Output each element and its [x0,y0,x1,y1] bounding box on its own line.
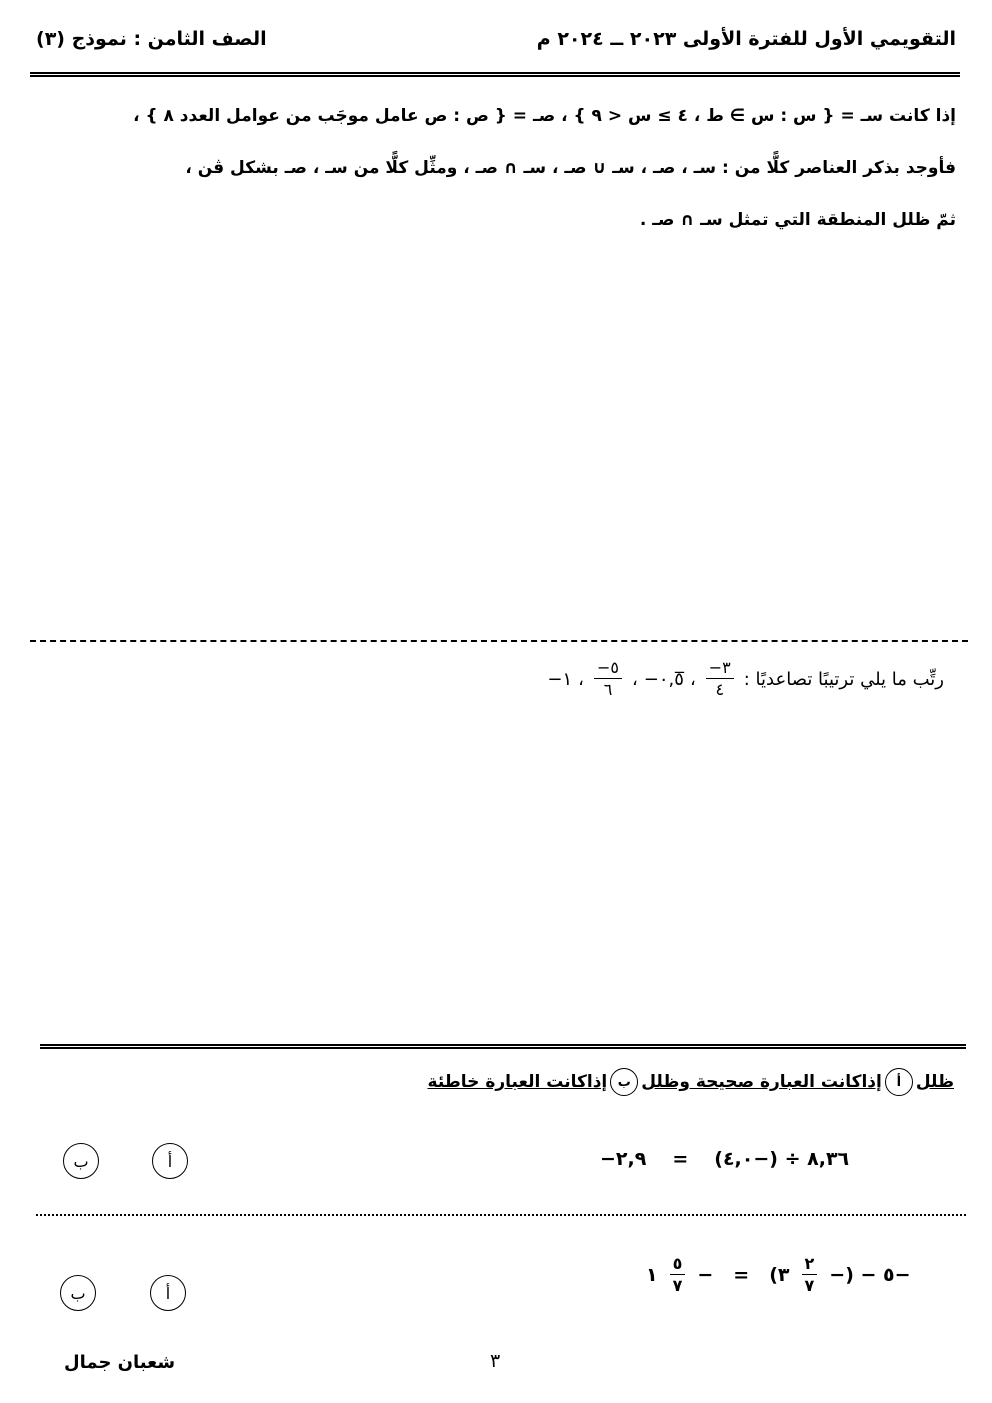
item1-option-a[interactable]: أ [152,1143,188,1179]
item2-lhs-fraction [802,1256,818,1294]
section-divider-1 [30,640,968,642]
q3-instr-c: إذاكانت العبارة خاطئة [427,1072,608,1092]
item1-option-b[interactable]: ب [63,1143,99,1179]
q2-sep-1: ، [689,668,696,690]
q2-fraction-1 [706,660,734,698]
item2-lhs-start: −٥ − (− [829,1264,911,1286]
q2-decimal: −٠,٥̅ [643,668,684,690]
q2-frac1-num: ٣− [706,660,734,679]
grade-model: الصف الثامن : نموذج (٣) [36,28,267,50]
item-divider [36,1214,966,1216]
q2-frac2-num: ٥− [594,660,622,679]
q1-line1: إذا كانت سـ = { س : س ∋ ط ، ٤ ≥ س < ٩ } ، صـ = { ص : ص عامل موجَب من عوامل العدد ٨ } ، [133,106,956,126]
page-number: ٣ [490,1350,501,1372]
q2-prompt: رتِّب ما يلي ترتيبًا تصاعديًا : [743,668,944,690]
option-a-marker: أ [885,1068,913,1096]
q2-last: −١ [547,668,573,690]
item2-equals: = [733,1264,750,1286]
option-b-marker: ب [610,1068,638,1096]
q2-frac1-den: ٤ [715,680,725,699]
q3-instructions [428,1068,954,1096]
q3-item2-statement [646,1256,911,1294]
item2-lhs-frac-den: ٧ [804,1276,815,1295]
q2-row [547,660,944,698]
q2-sep-3: ، [578,668,584,690]
item1-lhs: ٨,٣٦ ÷ (−٤,٠) [714,1148,850,1170]
item2-option-b[interactable]: ب [60,1275,96,1311]
q2-fraction-2 [594,660,622,698]
q2-frac2-den: ٦ [603,680,613,699]
item2-lhs-frac-num: ٢ [802,1256,818,1275]
item2-rhs-fraction [670,1256,686,1294]
item1-rhs: −٢,٩ [600,1148,647,1170]
item2-rhs-sign: − [697,1264,714,1286]
item2-option-a[interactable]: أ [150,1275,186,1311]
q1-line2: فأوجد بذكر العناصر كلًّا من : سـ ، صـ ، سـ ∪ صـ ، سـ ∩ صـ ، ومثِّل كلًّا من سـ ، صـ بشكل ڤن ، [185,158,956,178]
item1-equals: = [672,1148,689,1170]
header-divider [30,72,960,77]
item2-rhs-frac-den: ٧ [672,1276,683,1295]
exam-title: التقويمي الأول للفترة الأولى ٢٠٢٣ ــ ٢٠٢٤ م [536,28,956,50]
q3-item1-statement [600,1148,849,1170]
section-divider-2 [40,1044,966,1049]
q3-instr-a: ظلل [915,1072,954,1092]
q1-line3: ثمّ ظلل المنطقة التي تمثل سـ ∩ صـ . [639,210,956,230]
footer-author: شعبان جمال [64,1352,176,1373]
item2-lhs-end: ٣) [769,1264,790,1286]
q2-sep-2: ، [631,668,638,690]
item2-rhs-whole: ١ [646,1264,658,1286]
q3-instr-b: إذاكانت العبارة صحيحة وظلل [641,1072,882,1092]
item2-rhs-frac-num: ٥ [670,1256,686,1275]
